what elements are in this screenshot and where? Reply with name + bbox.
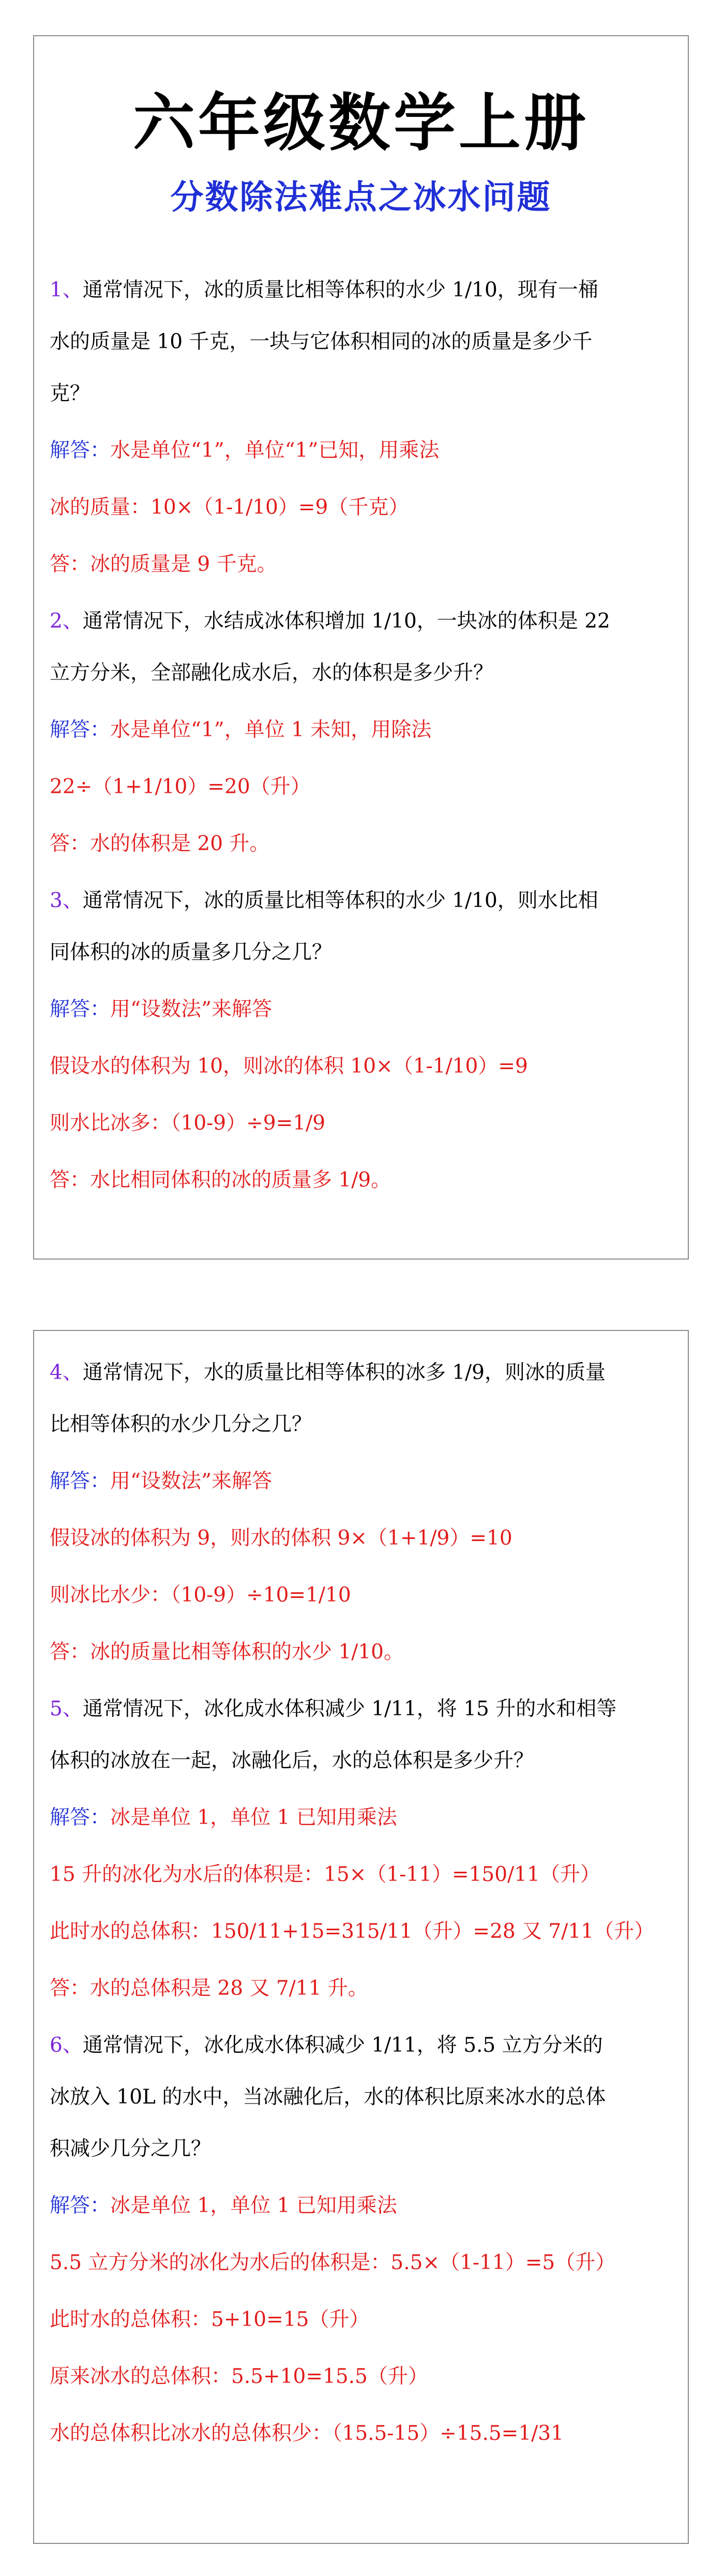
problem-6-step-2: 此时水的总体积：5+10=15（升）	[50, 2308, 370, 2331]
problem-1-question-line-1: 1、通常情况下，冰的质量比相等体积的水少 1/10，现有一桶	[50, 278, 598, 302]
problem-number: 5、	[50, 1697, 83, 1721]
problem-6-question-line-3: 积减少几分之几？	[50, 2137, 212, 2160]
problem-2-question-line-1: 2、通常情况下，水结成冰体积增加 1/10，一块冰的体积是 22	[50, 610, 610, 633]
problem-6-question-line-1: 6、通常情况下，冰化成水体积减少 1/11，将 5.5 立方分米的	[50, 2034, 603, 2057]
worksheet-card-1	[33, 35, 689, 1260]
problem-4-solution-note: 解答：用“设数法”来解答	[50, 1470, 272, 1493]
problem-1-step-1: 冰的质量：10×（1-1/10）=9（千克）	[50, 496, 409, 519]
problem-5-question-line-1: 5、通常情况下，冰化成水体积减少 1/11，将 15 升的水和相等	[50, 1697, 617, 1721]
problem-number: 6、	[50, 2034, 83, 2057]
problem-3-answer: 答：水比相同体积的冰的质量多 1/9。	[50, 1168, 391, 1192]
problem-6-step-1: 5.5 立方分米的冰化为水后的体积是：5.5×（1-11）=5（升）	[50, 2251, 616, 2274]
problem-5-question-line-2: 体积的冰放在一起，冰融化后，水的总体积是多少升？	[50, 1749, 534, 1772]
problem-6-solution-note: 解答：冰是单位 1，单位 1 已知用乘法	[50, 2194, 397, 2217]
problem-4-answer: 答：冰的质量比相等体积的水少 1/10。	[50, 1640, 404, 1664]
page-subtitle: 分数除法难点之冰水问题	[170, 179, 552, 217]
problem-1-question-line-2: 水的质量是 10 千克，一块与它体积相同的冰的质量是多少千	[50, 330, 593, 353]
problem-number: 3、	[50, 889, 83, 912]
problem-6-question-line-2: 冰放入 10L 的水中，当冰融化后，水的体积比原来冰水的总体	[50, 2085, 606, 2109]
problem-5-answer: 答：水的总体积是 28 又 7/11 升。	[50, 1977, 368, 2000]
problem-2-answer: 答：水的体积是 20 升。	[50, 832, 270, 855]
problem-1-solution-note: 解答：水是单位“1”，单位“1”已知，用乘法	[50, 439, 440, 462]
problem-4-step-2: 则冰比水少：（10-9）÷10=1/10	[50, 1583, 351, 1607]
problem-number: 1、	[50, 278, 83, 302]
problem-3-question-line-2: 同体积的冰的质量多几分之几？	[50, 941, 333, 964]
problem-number: 4、	[50, 1361, 83, 1384]
problem-2-question-line-2: 立方分米，全部融化成水后，水的体积是多少升？	[50, 661, 494, 685]
problem-4-question-line-1: 4、通常情况下，水的质量比相等体积的冰多 1/9，则冰的质量	[50, 1361, 606, 1384]
problem-3-question-line-1: 3、通常情况下，冰的质量比相等体积的水少 1/10，则水比相	[50, 889, 598, 912]
problem-1-answer: 答：冰的质量是 9 千克。	[50, 553, 277, 576]
problem-4-step-1: 假设冰的体积为 9，则水的体积 9×（1+1/9）=10	[50, 1527, 512, 1550]
problem-5-step-2: 此时水的总体积：150/11+15=315/11（升）=28 又 7/11（升）	[50, 1920, 655, 1943]
problem-3-step-1: 假设水的体积为 10，则冰的体积 10×（1-1/10）=9	[50, 1055, 528, 1078]
problem-3-step-2: 则水比冰多：（10-9）÷9=1/9	[50, 1112, 326, 1135]
problem-4-question-line-2: 比相等体积的水少几分之几？	[50, 1413, 312, 1436]
problem-6-step-4: 水的总体积比冰水的总体积少：（15.5-15）÷15.5=1/31	[50, 2422, 564, 2445]
problem-5-step-1: 15 升的冰化为水后的体积是：15×（1-11）=150/11（升）	[50, 1863, 600, 1886]
problem-2-solution-note: 解答：水是单位“1”，单位 1 未知，用除法	[50, 718, 432, 742]
worksheet-card-2	[33, 1330, 689, 2544]
problem-5-solution-note: 解答：冰是单位 1，单位 1 已知用乘法	[50, 1806, 397, 1829]
problem-1-question-line-3: 克？	[50, 382, 90, 405]
problem-6-step-3: 原来冰水的总体积：5.5+10=15.5（升）	[50, 2365, 428, 2388]
problem-2-step-1: 22÷（1+1/10）=20（升）	[50, 775, 311, 798]
problem-3-solution-note: 解答：用“设数法”来解答	[50, 998, 272, 1021]
problem-number: 2、	[50, 610, 83, 633]
page-title: 六年级数学上册	[133, 87, 589, 159]
